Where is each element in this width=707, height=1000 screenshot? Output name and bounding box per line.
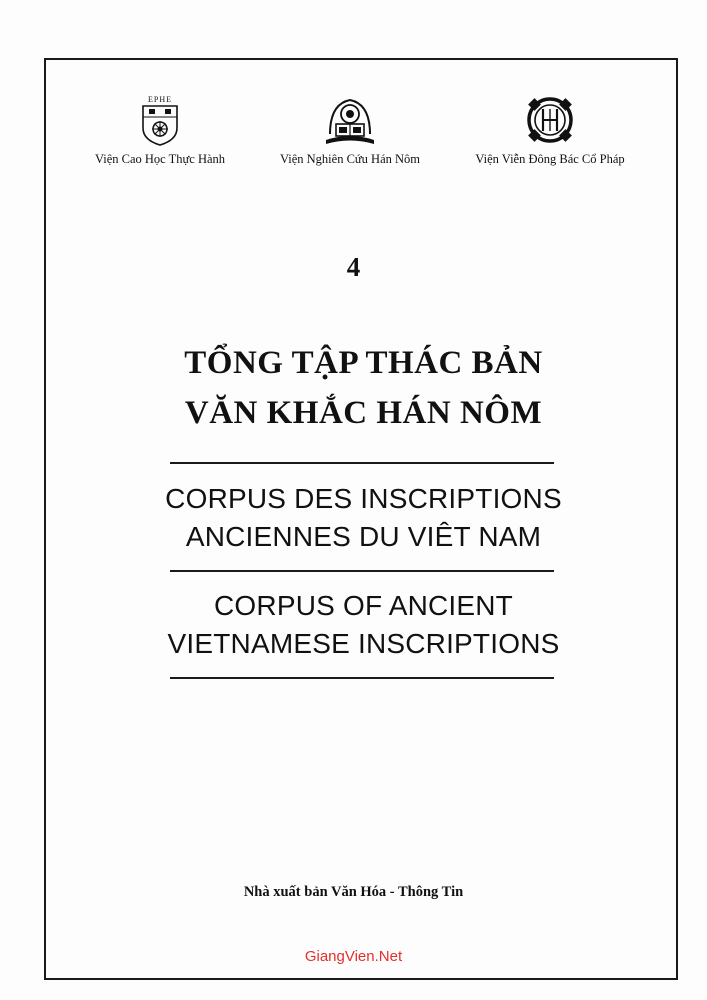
institute-efeo	[455, 94, 645, 167]
title-english-line-1: CORPUS OF ANCIENT	[214, 590, 513, 621]
title-english-line-2: VIETNAMESE INSCRIPTIONS	[167, 628, 560, 659]
title-french-line-1: CORPUS DES INSCRIPTIONS	[165, 483, 562, 514]
divider-rule	[170, 570, 554, 572]
title-english	[120, 587, 607, 663]
institute-ephe-name: Viện Cao Học Thực Hành	[94, 152, 226, 166]
ephe-logo-text: EPHE	[148, 95, 172, 104]
title-french-line-2: ANCIENNES DU VIÊT NAM	[185, 521, 542, 552]
ephe-shield-icon	[138, 94, 182, 146]
title-vietnamese-line-1: TỔNG TẬP THÁC BẢN	[184, 345, 543, 381]
institute-efeo-name: Viện Viễn Đông Bác Cổ Pháp	[475, 152, 625, 166]
institute-han-nom	[260, 94, 440, 167]
title-vietnamese-line-2: VĂN KHẮC HÁN NÔM	[184, 395, 543, 431]
divider-rule	[170, 677, 554, 679]
han-nom-institute-emblem-icon	[322, 94, 378, 146]
title-french	[120, 480, 607, 556]
title-vietnamese	[120, 338, 607, 438]
institute-han-nom-name: Viện Nghiên Cứu Hán Nôm	[279, 152, 421, 166]
volume-number: 4	[346, 252, 361, 282]
efeo-emblem-icon	[524, 94, 576, 146]
institute-ephe	[80, 94, 240, 167]
publisher-name: Nhà xuất bản Văn Hóa - Thông Tin	[243, 884, 464, 900]
institutes-header	[70, 94, 650, 174]
watermark-text: GiangVien.Net	[304, 948, 403, 965]
divider-rule	[170, 462, 554, 464]
